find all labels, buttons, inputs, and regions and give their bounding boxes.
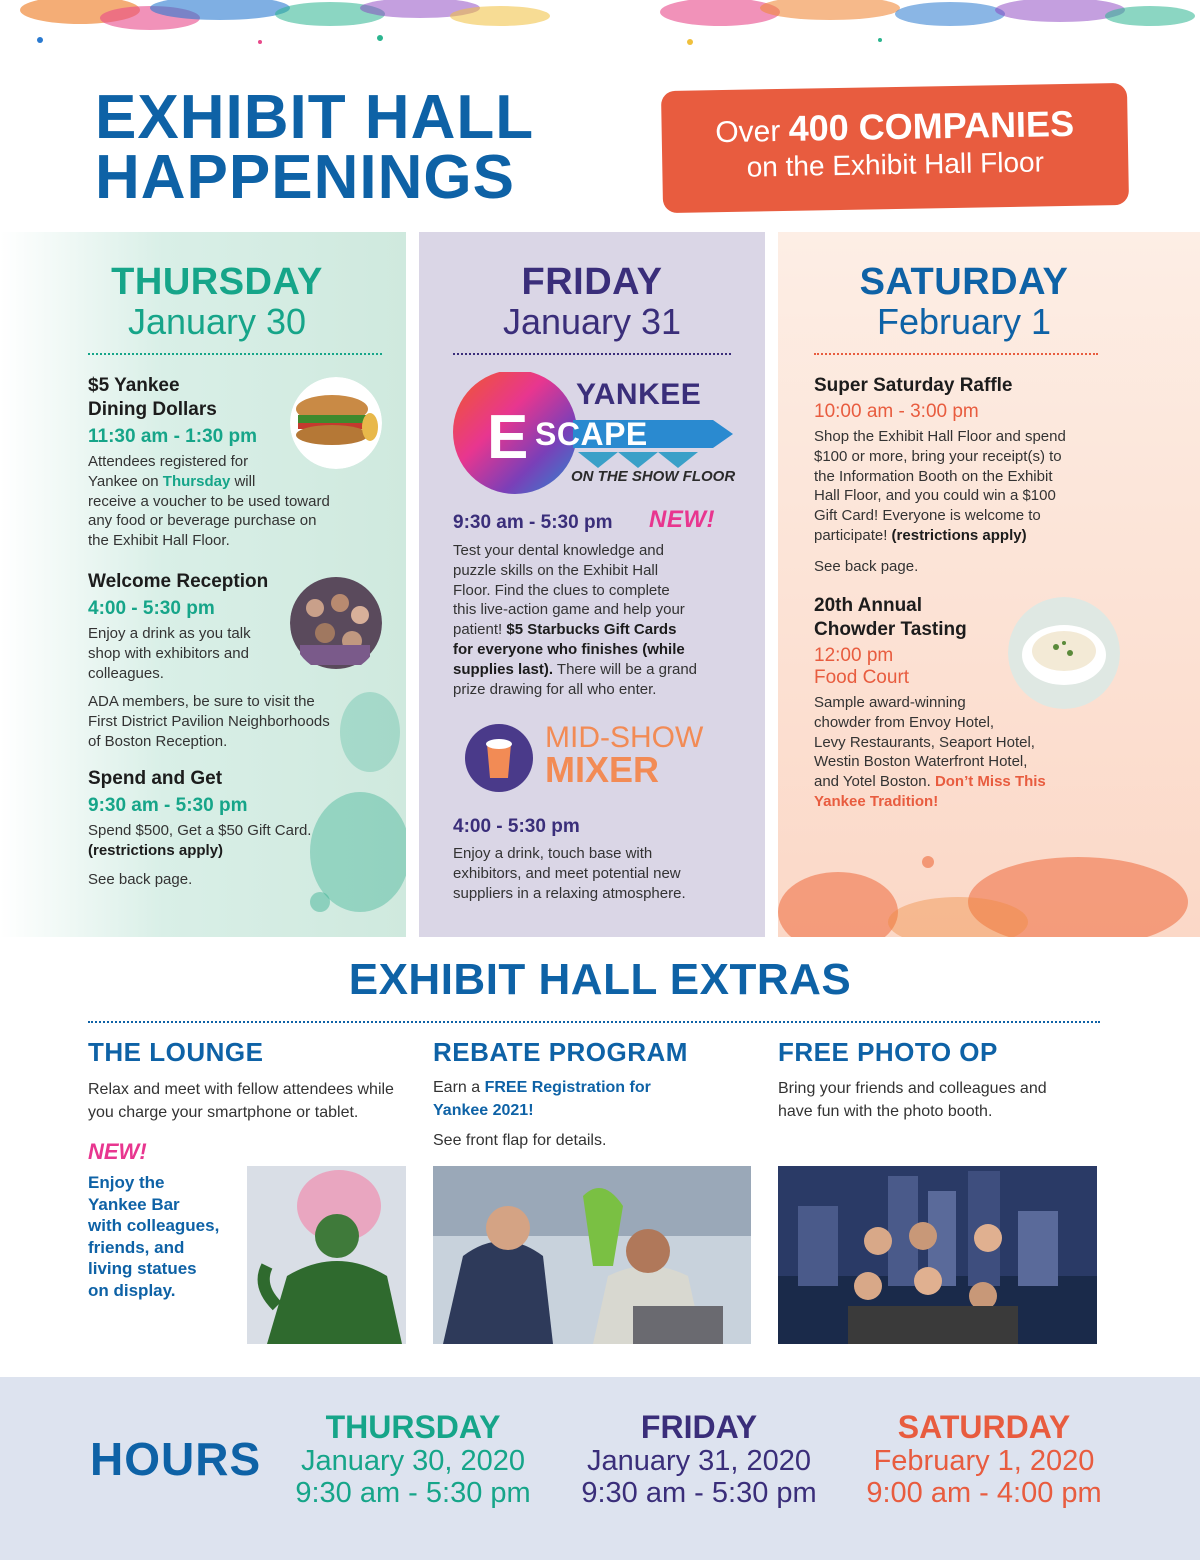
text-line <box>814 526 1114 546</box>
thursday-day: THURSDAY <box>111 261 323 303</box>
text-line: of Boston Reception. <box>88 732 228 750</box>
text-line: First District Pavilion Neighborhoods <box>88 712 330 730</box>
text-line: for everyone who finishes (while <box>453 640 685 658</box>
text-line: prize drawing for all who enter. <box>453 680 657 698</box>
friday-day: FRIDAY <box>521 261 663 303</box>
photo-booth-photo <box>778 1166 1097 1344</box>
event-text-spend <box>88 821 388 889</box>
hours-date: January 30, 2020 <box>300 1445 526 1477</box>
text-line <box>88 472 368 492</box>
hours-date: February 1, 2020 <box>873 1445 1095 1477</box>
text-line: the Information Booth on the Exhibit <box>814 467 1053 485</box>
text-line: receive a voucher to be used toward <box>88 492 330 510</box>
text-line: this live-action game and help your <box>453 601 685 619</box>
text-line: Yankee Bar <box>88 1194 180 1214</box>
reception-crowd-image <box>290 573 382 673</box>
text-line: suppliers in a relaxing atmosphere. <box>453 884 686 902</box>
mixer-line-2: MIXER <box>545 749 660 790</box>
lounge-heading: THE LOUNGE <box>88 1037 264 1067</box>
escape-description <box>453 541 753 699</box>
photo-op-description <box>778 1077 1108 1123</box>
hours-time: 9:30 am - 5:30 pm <box>581 1477 817 1509</box>
text-line: Attendees registered for <box>88 453 249 470</box>
text-part: Yankee on <box>88 472 163 490</box>
title-line-2: HAPPENINGS <box>95 143 515 212</box>
chowder-title <box>814 594 967 642</box>
text-part: Earn a <box>433 1079 485 1096</box>
free-registration: FREE Registration for <box>484 1079 651 1096</box>
title-line-1: EXHIBIT HALL <box>95 83 535 152</box>
divider <box>814 353 1098 355</box>
hours-friday <box>568 1408 830 1510</box>
text-line: friends, and <box>88 1237 185 1257</box>
saturday-date: February 1 <box>876 301 1052 342</box>
banner-count: 400 COMPANIES <box>788 102 1075 149</box>
friday-date: January 31 <box>502 301 682 342</box>
text-line: ADA members, be sure to visit the <box>88 693 315 710</box>
escape-time: 9:30 am - 5:30 pm <box>453 512 613 533</box>
text-line: Gift Card! Everyone is welcome to <box>814 507 1041 525</box>
extras-divider <box>88 1021 1100 1023</box>
text-line <box>814 772 1114 792</box>
hours-day: THURSDAY <box>325 1409 501 1445</box>
text-line: puzzle skills on the Exhibit Hall <box>453 561 659 579</box>
event-text-reception <box>88 624 288 683</box>
hours-thursday <box>282 1408 544 1510</box>
text-line <box>433 1076 763 1099</box>
event-title-line: 20th Annual <box>814 595 923 616</box>
text-line: any food or beverage purchase on <box>88 512 317 530</box>
mixer-time: 4:00 - 5:30 pm <box>453 816 580 837</box>
text-line: Levy Restaurants, Seaport Hotel, <box>814 733 1035 751</box>
text-line: have fun with the photo booth. <box>778 1103 993 1120</box>
divider <box>453 353 731 355</box>
saturday-column <box>778 232 1200 937</box>
text-line: Test your dental knowledge and <box>453 542 664 559</box>
chowder-location: Food Court <box>814 667 910 688</box>
event-title-dining <box>88 374 217 422</box>
thursday-date: January 30 <box>127 301 307 342</box>
text-part: patient! <box>453 621 507 639</box>
text-line: Shop the Exhibit Hall Floor and spend <box>814 428 1066 445</box>
yankee-bar-text <box>88 1172 219 1301</box>
sandwich-image <box>290 377 382 469</box>
text-line: Relax and meet with fellow attendees while <box>88 1081 394 1098</box>
event-time-dining: 11:30 am - 1:30 pm <box>88 426 257 447</box>
text-line: shop with exhibitors and <box>88 644 249 662</box>
text-line: Floor. Find the clues to complete <box>453 581 670 599</box>
text-line: living statues <box>88 1259 197 1278</box>
banner-subtitle: on the Exhibit Hall Floor <box>746 146 1045 183</box>
beer-icon <box>465 724 533 792</box>
event-title-line: Chowder Tasting <box>814 619 967 640</box>
mixer-line-1: MID-SHOW <box>545 721 704 754</box>
paint-splash-left <box>0 0 600 60</box>
rebate-heading: REBATE PROGRAM <box>433 1037 688 1067</box>
text-line: Sample award-winning <box>814 694 966 711</box>
chowder-time: 12:00 pm <box>814 645 894 666</box>
hours-day: SATURDAY <box>897 1409 1071 1445</box>
text-line: Hall Floor, and you could win a $100 <box>814 487 1056 505</box>
see-front-flap: See front flap for details. <box>433 1132 607 1149</box>
hours-time: 9:00 am - 4:00 pm <box>866 1477 1102 1509</box>
extras-title: EXHIBIT HALL EXTRAS <box>348 955 852 1004</box>
text-line: chowder from Envoy Hotel, <box>814 713 995 731</box>
orange-paint-splash <box>778 822 1200 937</box>
yankee-escape-logo <box>453 372 743 502</box>
escape-word-yankee: YANKEE <box>576 378 702 411</box>
companies-banner <box>661 83 1129 213</box>
restrictions-note: (restrictions apply) <box>891 526 1027 544</box>
restrictions-note: (restrictions apply) <box>88 841 224 859</box>
text-line: Enjoy the <box>88 1173 165 1192</box>
text-line: on display. <box>88 1280 176 1300</box>
event-title-spend: Spend and Get <box>88 768 223 789</box>
text-part: supplies last). <box>453 660 554 678</box>
chowder-description <box>814 693 1114 812</box>
hours-date: January 31, 2020 <box>586 1445 812 1477</box>
divider <box>88 353 382 355</box>
text-line: Bring your friends and colleagues and <box>778 1080 1047 1097</box>
text-part: There will be a grand <box>553 660 698 678</box>
thursday-emphasis: Thursday <box>162 472 231 490</box>
hours-day: FRIDAY <box>640 1409 758 1445</box>
event-title-line: Dining Dollars <box>88 399 217 420</box>
text-line: $100 or more, bring your receipt(s) to <box>814 447 1062 465</box>
text-line <box>453 620 753 640</box>
starbucks-offer: $5 Starbucks Gift Cards <box>506 621 677 639</box>
text-line: you charge your smartphone or tablet. <box>88 1104 359 1121</box>
text-part: participate! <box>814 526 892 544</box>
friday-column <box>419 232 765 937</box>
text-part: and Yotel Boston. <box>814 773 935 791</box>
tradition-emphasis: Don’t Miss This <box>934 773 1046 791</box>
text-line: Yankee 2021! <box>433 1102 534 1119</box>
text-part: will <box>230 472 256 490</box>
lounge-description <box>88 1078 418 1124</box>
text-line: the Exhibit Hall Floor. <box>88 532 230 550</box>
event-time-spend: 9:30 am - 5:30 pm <box>88 795 248 816</box>
banner-prefix: Over <box>715 114 789 150</box>
photo-op-heading: FREE PHOTO OP <box>778 1037 998 1067</box>
text-line: Westin Boston Waterfront Hotel, <box>814 753 1028 771</box>
mid-show-mixer-logo <box>465 722 745 792</box>
hours-label: HOURS <box>90 1433 262 1485</box>
hours-saturday <box>853 1408 1115 1510</box>
see-back-page: See back page. <box>88 870 193 888</box>
hours-time: 9:30 am - 5:30 pm <box>295 1477 531 1509</box>
text-line: colleagues. <box>88 664 164 682</box>
saturday-day: SATURDAY <box>859 261 1069 303</box>
raffle-time: 10:00 am - 3:00 pm <box>814 401 979 422</box>
rebate-photo <box>433 1166 751 1344</box>
see-back-page: See back page. <box>814 557 919 575</box>
new-badge: NEW! <box>649 506 715 533</box>
text-line: Enjoy a drink as you talk <box>88 625 251 642</box>
text-line: with colleagues, <box>88 1216 220 1235</box>
raffle-description <box>814 427 1114 577</box>
mixer-description <box>453 844 753 903</box>
ada-note <box>88 692 388 751</box>
escape-letter-e: E <box>487 403 529 472</box>
text-line: Enjoy a drink, touch base with <box>453 845 653 862</box>
text-line <box>453 660 753 680</box>
lounge-new-badge: NEW! <box>88 1139 147 1164</box>
chowder-image <box>1008 597 1120 709</box>
page-title <box>95 83 535 212</box>
text-line: exhibitors, and meet potential new <box>453 864 681 882</box>
rebate-description <box>433 1076 763 1152</box>
event-title-reception: Welcome Reception <box>88 571 269 592</box>
text-line: Spend $500, Get a $50 Gift Card. <box>88 822 312 839</box>
raffle-title: Super Saturday Raffle <box>814 375 1013 396</box>
living-statue-photo <box>247 1166 406 1344</box>
event-time-reception: 4:00 - 5:30 pm <box>88 598 215 619</box>
thursday-column <box>0 232 406 937</box>
text-line: Yankee Tradition! <box>814 792 939 810</box>
event-title-line: $5 Yankee <box>88 375 180 396</box>
escape-tagline: ON THE SHOW FLOOR <box>571 468 736 485</box>
escape-word-scape: SCAPE <box>535 416 648 452</box>
paint-splash-right <box>630 0 1200 60</box>
